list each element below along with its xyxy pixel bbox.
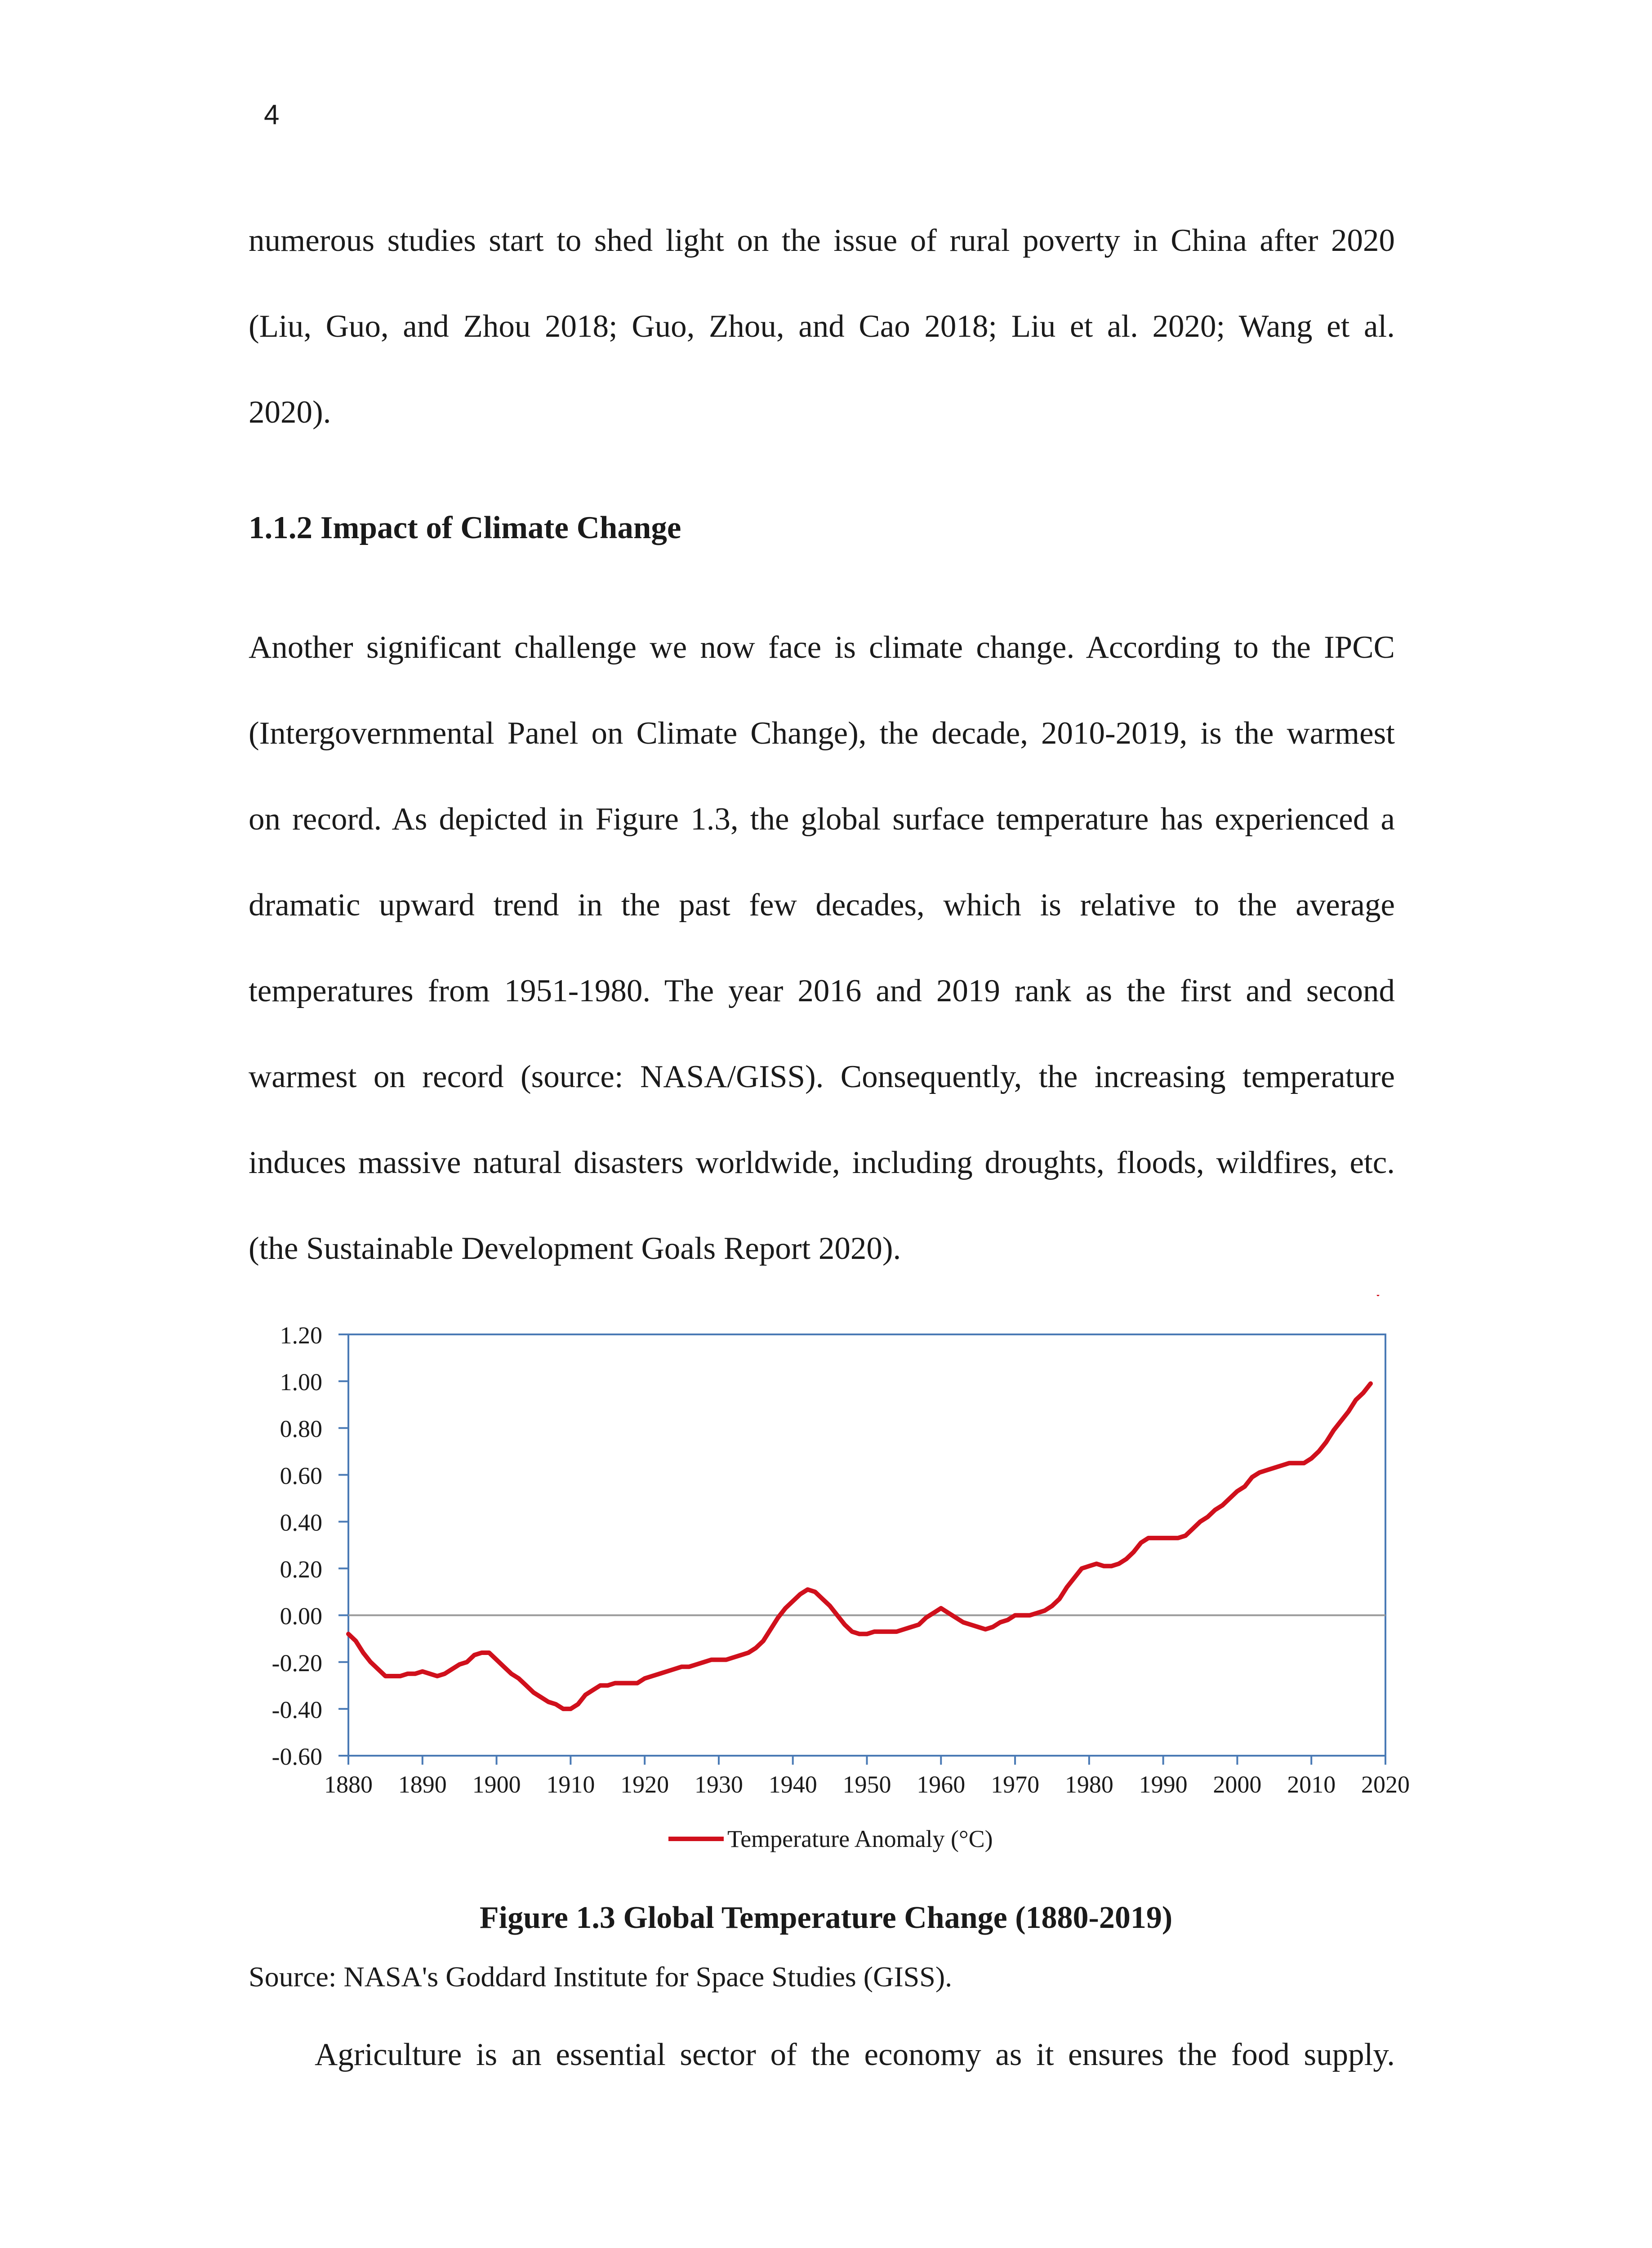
- data-point: [917, 1624, 920, 1626]
- plot-frame: [348, 1334, 1385, 1756]
- data-point: [1192, 1527, 1194, 1530]
- data-point: [651, 1675, 654, 1677]
- data-point: [969, 1624, 972, 1626]
- data-point: [1029, 1614, 1031, 1617]
- x-tick-label: 1920: [620, 1771, 669, 1798]
- data-point: [799, 1593, 802, 1596]
- x-tick-label: 1900: [472, 1771, 521, 1798]
- data-point: [895, 1630, 898, 1633]
- data-point: [828, 1605, 831, 1607]
- data-point: [1051, 1605, 1054, 1607]
- x-tick-label: 1970: [991, 1771, 1040, 1798]
- data-point: [562, 1708, 565, 1710]
- data-point: [1303, 1462, 1305, 1464]
- data-point: [821, 1597, 824, 1600]
- data-point: [355, 1640, 357, 1642]
- data-point: [792, 1600, 794, 1602]
- data-point: [777, 1616, 779, 1619]
- data-point: [525, 1684, 528, 1687]
- data-point: [710, 1659, 712, 1661]
- data-point: [584, 1694, 587, 1696]
- data-point: [843, 1624, 846, 1626]
- data-point: [1125, 1558, 1127, 1561]
- temperature-anomaly-line: [348, 1383, 1371, 1709]
- legend-label: Temperature Anomaly (°C): [727, 1825, 993, 1852]
- data-point: [1310, 1457, 1313, 1460]
- data-point: [1251, 1476, 1253, 1479]
- data-point: [1214, 1508, 1216, 1511]
- data-point: [503, 1665, 505, 1668]
- data-point: [688, 1665, 690, 1668]
- y-tick-label: 0.60: [280, 1462, 322, 1490]
- page-number-top: 4: [264, 99, 280, 130]
- y-tick-label: 0.00: [280, 1602, 322, 1630]
- x-tick-label: 1990: [1139, 1771, 1188, 1798]
- x-tick-label: 2000: [1213, 1771, 1262, 1798]
- data-point: [1340, 1420, 1342, 1423]
- data-point: [762, 1640, 765, 1642]
- data-point: [1043, 1609, 1046, 1612]
- data-point: [769, 1628, 772, 1631]
- data-point: [458, 1663, 461, 1666]
- y-tick-label: -0.20: [272, 1649, 322, 1677]
- data-point: [547, 1700, 550, 1703]
- data-point: [1288, 1462, 1291, 1464]
- data-point: [984, 1628, 987, 1631]
- data-point: [517, 1677, 520, 1680]
- temperature-chart-svg: [0, 1295, 1652, 1879]
- data-point: [599, 1684, 601, 1687]
- data-point: [1295, 1462, 1298, 1464]
- data-point: [436, 1675, 439, 1677]
- data-point: [636, 1682, 639, 1685]
- data-point: [658, 1673, 661, 1675]
- data-point: [495, 1659, 498, 1661]
- x-tick-label: 1890: [398, 1771, 447, 1798]
- data-point: [1065, 1586, 1068, 1588]
- data-point: [1169, 1537, 1172, 1539]
- data-point: [488, 1651, 490, 1654]
- data-point: [539, 1696, 542, 1699]
- data-point: [673, 1668, 676, 1670]
- x-tick-label: 1910: [546, 1771, 595, 1798]
- data-point: [414, 1673, 416, 1675]
- data-point: [1332, 1429, 1335, 1432]
- data-point: [1147, 1537, 1150, 1539]
- x-tick-label: 1940: [768, 1771, 817, 1798]
- data-point: [910, 1626, 913, 1628]
- data-point: [932, 1612, 935, 1615]
- paragraph-2-line: (Intergovernmental Panel on Climate Change), the decade, 2010-2019, is the warmest: [249, 716, 1395, 751]
- data-point: [1006, 1619, 1009, 1621]
- data-point: [466, 1661, 468, 1664]
- data-point: [532, 1691, 535, 1694]
- data-point: [614, 1682, 616, 1685]
- data-point: [739, 1654, 742, 1656]
- data-point: [866, 1632, 868, 1635]
- data-point: [592, 1689, 594, 1691]
- data-point: [784, 1607, 787, 1610]
- data-point: [443, 1673, 446, 1675]
- x-tick-label: 1880: [324, 1771, 373, 1798]
- data-point: [643, 1677, 646, 1680]
- paragraph-1: [249, 198, 1395, 455]
- data-point: [377, 1668, 379, 1670]
- data-point: [1021, 1614, 1024, 1617]
- data-point: [881, 1630, 883, 1633]
- x-tick-label: 1960: [917, 1771, 966, 1798]
- data-point: [1073, 1576, 1076, 1579]
- data-point: [681, 1665, 683, 1668]
- data-point: [1207, 1516, 1209, 1518]
- figure-caption: Figure 1.3 Global Temperature Change (1880-2019): [479, 1900, 1173, 1935]
- data-point: [1258, 1471, 1261, 1474]
- data-point: [621, 1682, 624, 1685]
- paragraph-3: Agriculture is an essential sector of the economy as it ensures the food supply.: [315, 2037, 1395, 2072]
- data-point: [1036, 1612, 1039, 1615]
- data-point: [1325, 1441, 1327, 1444]
- data-point: [1318, 1450, 1320, 1453]
- data-point: [384, 1675, 387, 1677]
- data-point: [1236, 1490, 1238, 1493]
- data-point: [347, 1632, 350, 1635]
- data-point: [428, 1673, 431, 1675]
- data-point: [406, 1673, 409, 1675]
- data-point: [1347, 1410, 1350, 1413]
- paragraph-1-line: (Liu, Guo, and Zhou 2018; Guo, Zhou, and Cao 2018; Liu et al. 2020; Wang et al.: [249, 309, 1395, 344]
- y-tick-label: 1.20: [280, 1322, 322, 1349]
- data-point: [858, 1632, 861, 1635]
- data-point: [954, 1616, 957, 1619]
- data-point: [903, 1628, 905, 1631]
- data-point: [747, 1651, 750, 1654]
- y-tick-label: -0.60: [272, 1743, 322, 1770]
- data-point: [481, 1651, 483, 1654]
- x-tick-label: 1930: [694, 1771, 743, 1798]
- y-tick-label: -0.40: [272, 1696, 322, 1723]
- paragraph-1-line: 2020).: [249, 395, 331, 430]
- data-point: [1132, 1551, 1135, 1553]
- paragraph-2-line: temperatures from 1951-1980. The year 2016 and 2019 rank as the first and second: [249, 973, 1395, 1008]
- data-point: [1265, 1469, 1268, 1472]
- paragraph-1-line: numerous studies start to shed light on the issue of rural poverty in China after 2020: [249, 223, 1395, 258]
- data-point: [1118, 1562, 1120, 1565]
- data-point: [666, 1670, 668, 1673]
- x-tick-label: 1980: [1064, 1771, 1113, 1798]
- paragraph-2-line: dramatic upward trend in the past few decades, which is relative to the average: [249, 888, 1395, 923]
- section-heading: 1.1.2 Impact of Climate Change: [249, 510, 681, 545]
- data-point: [577, 1703, 579, 1706]
- data-point: [554, 1703, 557, 1706]
- temperature-chart: [0, 1295, 1652, 1879]
- paragraph-2-line: induces massive natural disasters worldwide, including droughts, floods, wildfires, etc.: [249, 1145, 1395, 1180]
- data-point: [1080, 1567, 1083, 1570]
- data-point: [1014, 1614, 1016, 1617]
- data-point: [1058, 1597, 1061, 1600]
- data-point: [1154, 1537, 1157, 1539]
- figure-source: Source: NASA's Goddard Institute for Space Studies (GISS).: [249, 1961, 953, 1993]
- data-point: [1199, 1520, 1202, 1523]
- data-point: [814, 1591, 816, 1593]
- data-point: [695, 1663, 698, 1666]
- data-point: [947, 1612, 950, 1615]
- data-point: [569, 1708, 572, 1710]
- data-point: [1177, 1537, 1180, 1539]
- data-point: [369, 1661, 372, 1664]
- data-point: [1088, 1565, 1091, 1567]
- data-point: [1369, 1382, 1372, 1385]
- data-point: [1221, 1504, 1224, 1507]
- paragraph-2-line: on record. As depicted in Figure 1.3, the global surface temperature has experienced a: [249, 802, 1395, 837]
- data-point: [754, 1647, 757, 1650]
- data-point: [925, 1616, 927, 1619]
- data-point: [399, 1675, 401, 1677]
- data-point: [1243, 1485, 1246, 1488]
- data-point: [1184, 1534, 1187, 1537]
- data-point: [725, 1659, 727, 1661]
- y-tick-label: 0.40: [280, 1509, 322, 1536]
- data-point: [732, 1656, 735, 1659]
- data-point: [1103, 1565, 1105, 1567]
- data-point: [1095, 1562, 1098, 1565]
- data-point: [1362, 1392, 1365, 1394]
- data-point: [703, 1661, 705, 1664]
- data-point: [606, 1684, 609, 1687]
- data-point: [1354, 1399, 1357, 1401]
- data-point: [836, 1614, 839, 1617]
- data-point: [888, 1630, 891, 1633]
- data-point: [940, 1607, 942, 1610]
- data-point: [717, 1659, 720, 1661]
- data-point: [392, 1675, 394, 1677]
- y-tick-label: 0.80: [280, 1415, 322, 1443]
- data-point: [1280, 1464, 1283, 1467]
- data-point: [1162, 1537, 1165, 1539]
- y-tick-label: 0.20: [280, 1556, 322, 1583]
- x-tick-label: 1950: [842, 1771, 891, 1798]
- data-point: [1273, 1467, 1276, 1469]
- paragraph-2-line: Another significant challenge we now face is climate change. According to the IPCC: [249, 630, 1395, 665]
- data-point: [451, 1668, 454, 1670]
- data-point: [1229, 1497, 1231, 1499]
- data-point: [806, 1588, 809, 1591]
- data-point: [873, 1630, 876, 1633]
- paragraph-2: [249, 605, 1395, 1292]
- x-tick-label: 2020: [1361, 1771, 1410, 1798]
- data-point: [421, 1670, 424, 1673]
- data-point: [1377, 1295, 1380, 1296]
- x-tick-label: 2010: [1287, 1771, 1336, 1798]
- data-point: [473, 1654, 476, 1656]
- paragraph-2-line: warmest on record (source: NASA/GISS). Consequently, the increasing temperature: [249, 1059, 1395, 1094]
- data-point: [992, 1626, 994, 1628]
- data-point: [628, 1682, 631, 1685]
- data-point: [362, 1651, 365, 1654]
- data-point: [1110, 1565, 1113, 1567]
- data-point: [851, 1630, 854, 1633]
- data-point: [977, 1626, 980, 1628]
- data-point: [510, 1673, 513, 1675]
- data-point: [962, 1621, 965, 1624]
- data-point: [1140, 1541, 1142, 1544]
- y-tick-label: 1.00: [280, 1369, 322, 1396]
- paragraph-2-line: (the Sustainable Development Goals Report 2020).: [249, 1231, 901, 1266]
- data-point: [999, 1621, 1002, 1624]
